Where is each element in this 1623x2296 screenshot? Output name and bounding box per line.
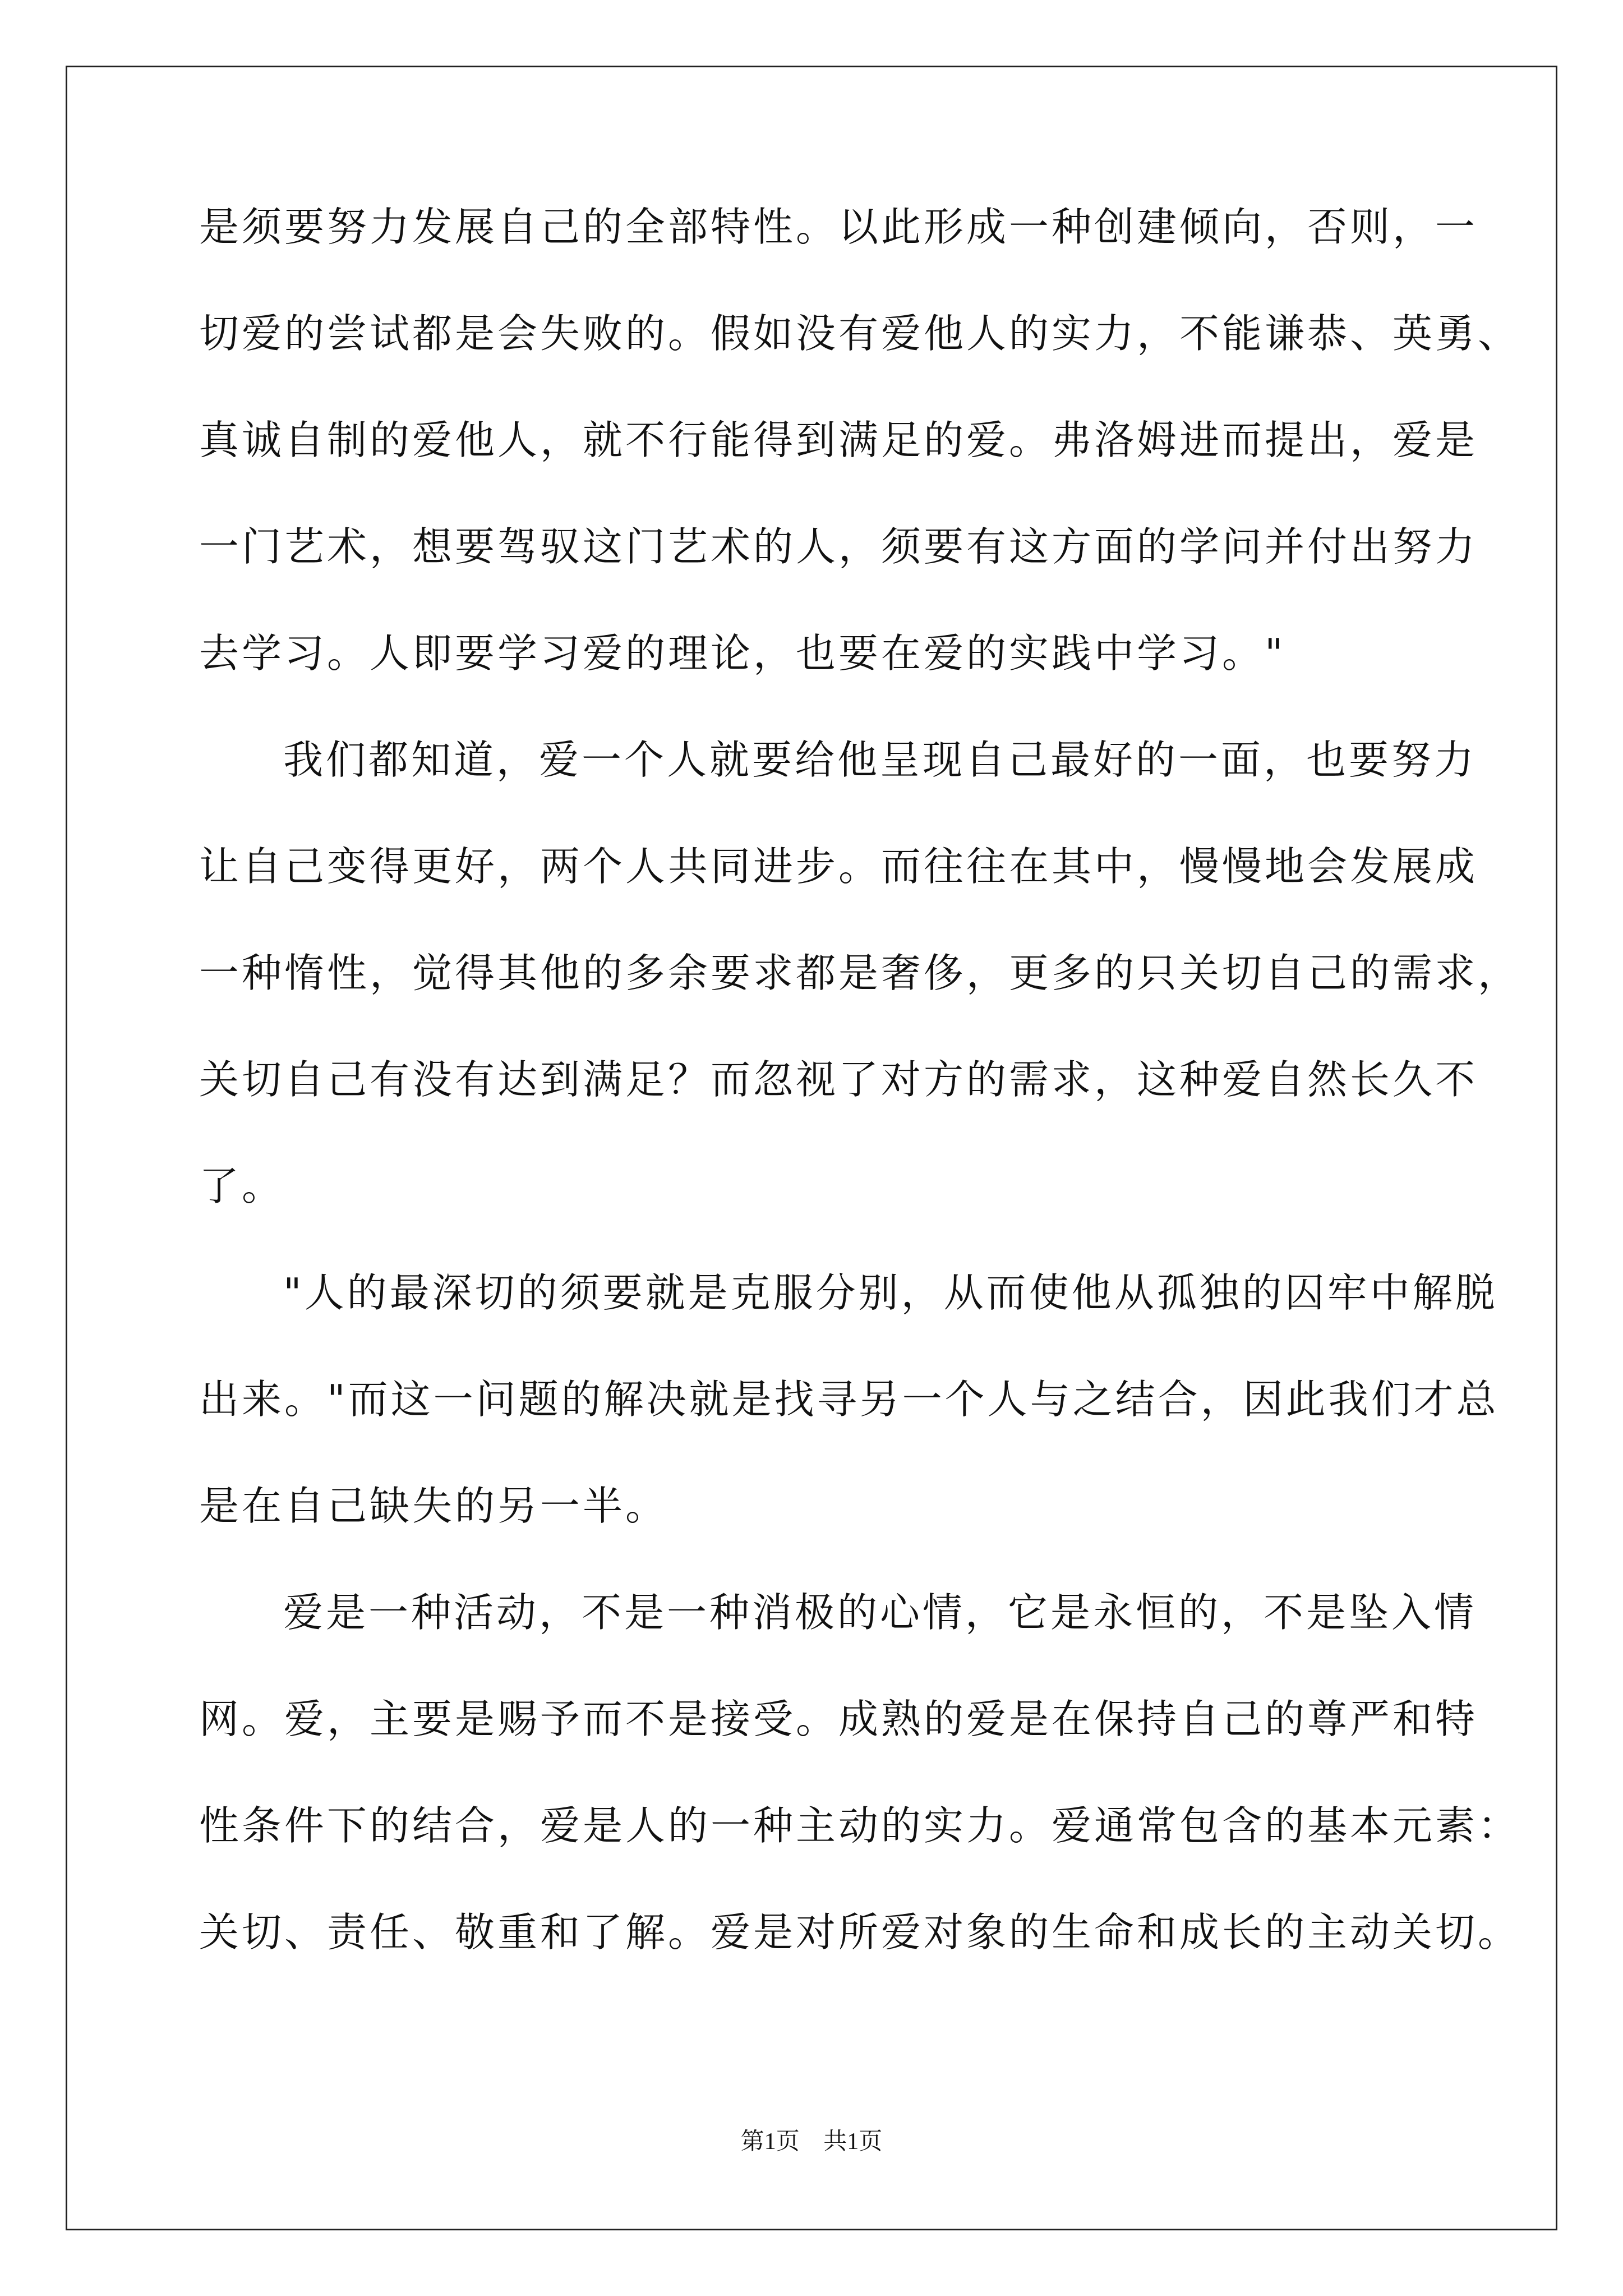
text-line: 关切自己有没有达到满足？而忽视了对方的需求，这种爱自然长久不 — [199, 1056, 1478, 1103]
paragraph-start-line: "人的最深切的须要就是克服分别，从而使他从孤独的囚牢中解脱 — [283, 1269, 1498, 1316]
text-line: 让自己变得更好，两个人共同进步。而往往在其中，慢慢地会发展成 — [199, 843, 1478, 890]
page-footer — [0, 2125, 1623, 2159]
text-line: 了。 — [199, 1163, 285, 1209]
text-line: 切爱的尝试都是会失败的。假如没有爱他人的实力，不能谦恭、英勇、 — [199, 310, 1521, 357]
text-line: 网。爱，主要是赐予而不是接受。成熟的爱是在保持自己的尊严和特 — [199, 1696, 1478, 1742]
text-line: 出来。"而这一问题的解决就是找寻另一个人与之结合，因此我们才总 — [199, 1376, 1499, 1423]
text-line: 去学习。人即要学习爱的理论，也要在爱的实践中学习。" — [199, 630, 1286, 677]
text-line: 关切、责任、敬重和了解。爱是对所爱对象的生命和成长的主动关切。 — [199, 1909, 1521, 1955]
text-line: 真诚自制的爱他人，就不行能得到满足的爱。弗洛姆进而提出，爱是 — [199, 417, 1478, 463]
text-line: 一种惰性，觉得其他的多余要求都是奢侈，更多的只关切自己的需求， — [199, 950, 1521, 996]
text-line: 性条件下的结合，爱是人的一种主动的实力。爱通常包含的基本元素： — [199, 1802, 1521, 1849]
page-total: 共1页 — [823, 2129, 883, 2155]
paragraph-start-line: 我们都知道，爱一个人就要给他呈现自己最好的一面，也要努力 — [283, 737, 1477, 783]
text-line: 一门艺术，想要驾驭这门艺术的人，须要有这方面的学问并付出努力 — [199, 523, 1478, 570]
page-number: 第1页 — [740, 2129, 800, 2155]
text-line: 是须要努力发展自己的全部特性。以此形成一种创建倾向，否则，一 — [199, 204, 1478, 250]
paragraph-start-line: 爱是一种活动，不是一种消极的心情，它是永恒的，不是坠入情 — [283, 1589, 1477, 1636]
text-line: 是在自己缺失的另一半。 — [199, 1483, 668, 1529]
